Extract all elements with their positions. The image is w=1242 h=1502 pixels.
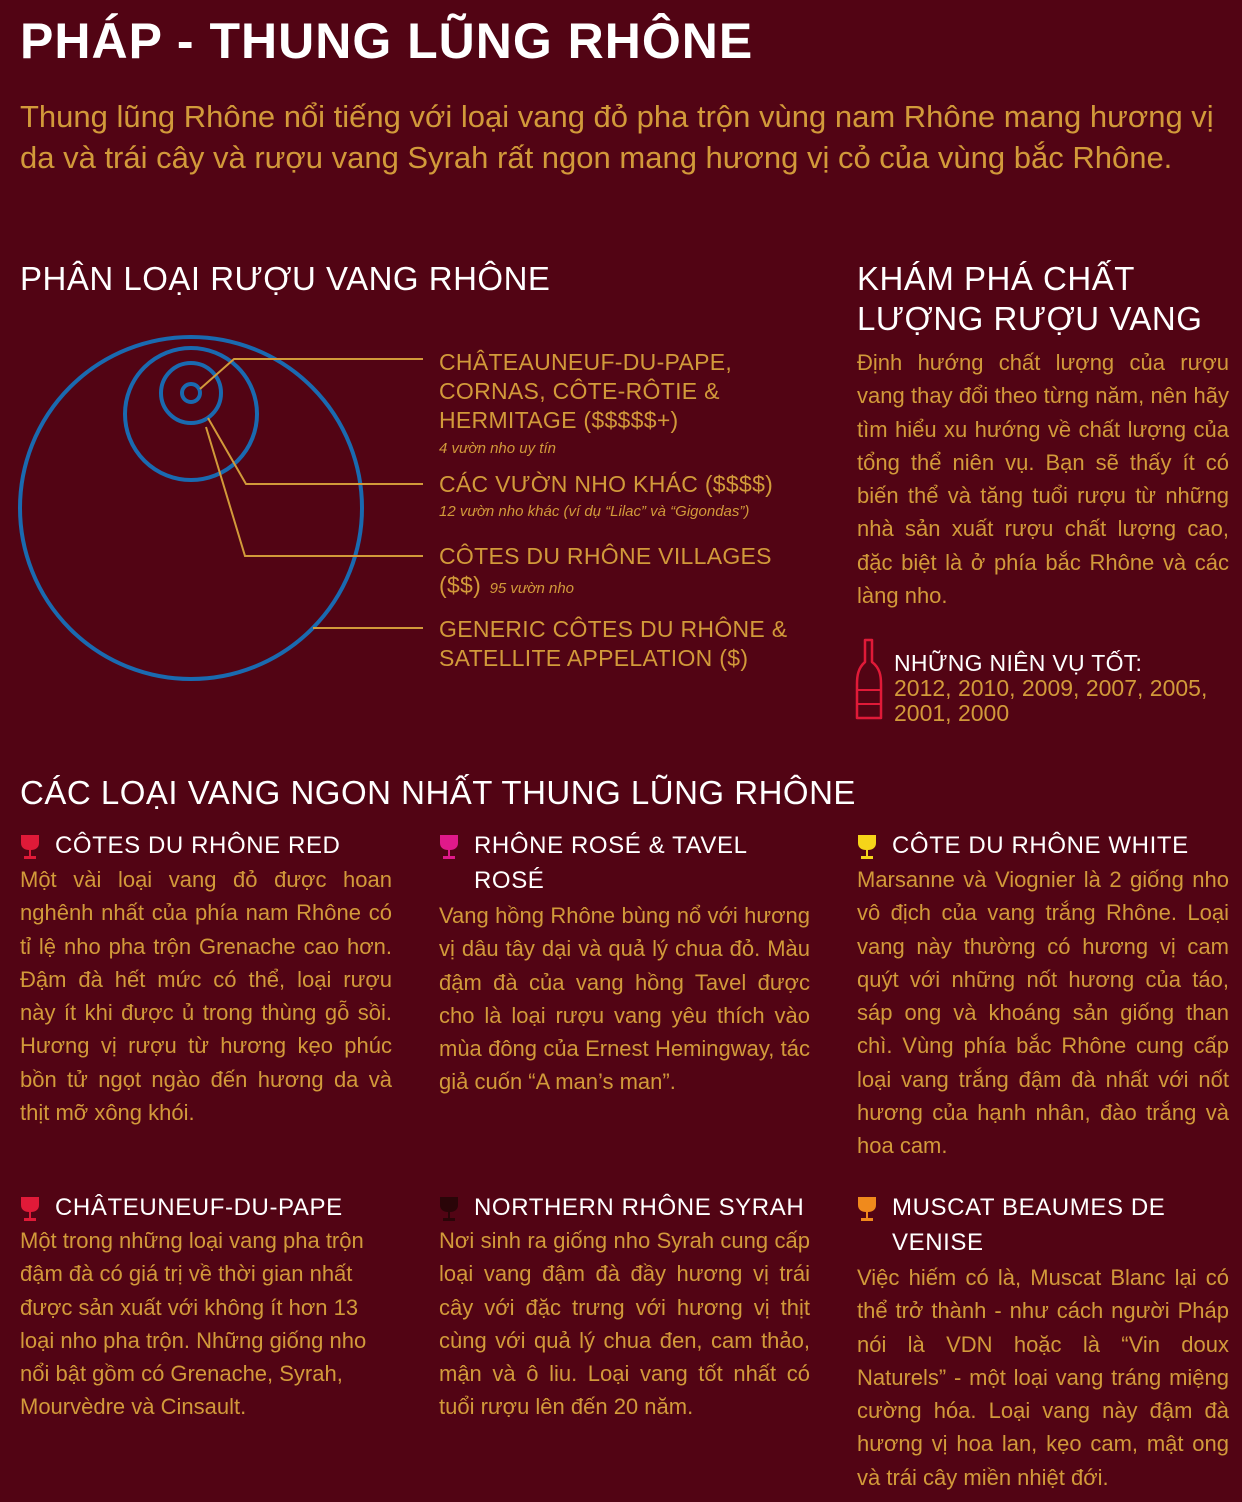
wine-body-muscat-beaumes-de-venise: Việc hiếm có là, Muscat Blanc lại có thể trở thành - như cách người Pháp nói là VDN hoặc là “Vin doux Naturels” - một loại vang tráng miệng cường hóa. Loại vang này đậm đà hương vị hoa lan, kẹo cam, mật ong và trái cây miền nhiệt đới. [857, 1265, 1229, 1490]
page-title: PHÁP - THUNG LŨNG RHÔNE [20, 13, 754, 69]
wine-body-chateauneuf-du-pape: Một trong những loại vang pha trộn đậm đà có giá trị về thời gian nhất được sản xuất với không ít hơn 13 loại nho pha trộn. Những giống nho nổi bật gồm có Grenache, Syrah, Mourvèdre và Cinsault. [20, 1228, 367, 1420]
tier-circle-villages [125, 348, 257, 480]
tier-4-label: GENERIC CÔTES DU RHÔNE & SATELLITE APPELATION ($) [439, 616, 788, 671]
tier-3-note: 95 vườn nho [489, 580, 575, 597]
wine-title-rhone-rose: RHÔNE ROSÉ & TAVEL ROSÉ [474, 832, 747, 894]
tier-circle-generic [20, 337, 362, 679]
wine-title-chateauneuf-du-pape: CHÂTEUNEUF-DU-PAPE [55, 1194, 343, 1221]
wine-body-rhone-rose: Vang hồng Rhône bùng nổ với hương vị dâu tây dại và quả lý chua đỏ. Màu đậm đà của vang hồng Tavel được cho là loại rượu vang yêu thích vào mùa đông của Ernest Hemingway, tác giả cuốn “A man’s man”. [439, 903, 810, 1095]
tier-2-note: 12 vườn nho khác (ví dụ “Lilac” và “Gigondas”) [439, 503, 750, 520]
wine-title-muscat-beaumes-de-venise: MUSCAT BEAUMES DE VENISE [892, 1194, 1166, 1256]
orange-wine-glass-icon [856, 1196, 878, 1222]
wine-bottle-icon [855, 638, 883, 722]
red-wine-glass-icon [19, 1196, 41, 1222]
quality-body: Định hướng chất lượng của rượu vang thay đổi theo từng năm, nên hãy tìm hiểu xu hướng về chất lượng của tổng thể niên vụ. Bạn sẽ thấy ít có biến thể và tăng tuổi rượu từ những nhà sản xuất rượu chất lượng cao, đặc biệt là ở phía bắc Rhône và các làng nho. [857, 350, 1229, 609]
wine-body-northern-rhone-syrah: Nơi sinh ra giống nho Syrah cung cấp loại vang đậm đà đầy hương vị trái cây với đặc trưng với hương vị thịt cùng với quả lý chua đen, cam thảo, mận và ô liu. Loại vang tốt nhất có tuổi rượu lên đến 20 năm. [439, 1228, 810, 1420]
rose-wine-glass-icon [438, 834, 460, 860]
tier-circle-top-crus [182, 384, 200, 402]
tier-line-3 [206, 427, 423, 556]
wine-body-cotes-du-rhone-red: Một vài loại vang đỏ được hoan nghênh nhất của phía nam Rhône có tỉ lệ nho pha trộn Grenache cao hơn. Đậm đà hết mức có thể, loại rượu này ít khi được ủ trong thùng gỗ sồi. Hương vị rượu từ hương kẹo phúc bồn tử ngọt ngào đến hương da và thịt mỡ xông khói. [20, 867, 392, 1126]
tier-3-label: CÔTES DU RHÔNE VILLAGES ($$) [439, 543, 772, 598]
wine-title-cotes-du-rhone-red: CÔTES DU RHÔNE RED [55, 832, 341, 859]
tier-1-note: 4 vườn nho uy tín [439, 440, 556, 457]
vintage-heading: NHỮNG NIÊN VỤ TỐT: [894, 650, 1143, 676]
tier-2-label: CÁC VƯỜN NHO KHÁC ($$$$) [439, 471, 774, 497]
classification-heading: PHÂN LOẠI RƯỢU VANG RHÔNE [20, 260, 551, 297]
quality-heading: KHÁM PHÁ CHẤT LƯỢNG RƯỢU VANG [857, 260, 1203, 337]
wine-title-cote-du-rhone-white: CÔTE DU RHÔNE WHITE [892, 832, 1189, 859]
intro-text: Thung lũng Rhône nổi tiếng với loại vang đỏ pha trộn vùng nam Rhône mang hương vị da và trái cây và rượu vang Syrah rất ngon mang hương vị cỏ của vùng bắc Rhône. [20, 99, 1214, 175]
wine-title-northern-rhone-syrah: NORTHERN RHÔNE SYRAH [474, 1194, 805, 1221]
vintage-years: 2012, 2010, 2009, 2007, 2005, 2001, 2000 [894, 675, 1208, 726]
tier-1-label: CHÂTEAUNEUF-DU-PAPE, CORNAS, CÔTE-RÔTIE & HERMITAGE ($$$$$+) [439, 349, 733, 433]
tier-3-block [439, 542, 819, 600]
white-wine-glass-icon [856, 834, 878, 860]
wine-body-cote-du-rhone-white: Marsanne và Viognier là 2 giống nho vô địch của vang trắng Rhône. Loại vang này thường có hương vị cam quýt với những nốt hương của táo, sáp ong và khoáng sản giống than chì. Vùng phía bắc Rhône cung cấp loại vang trắng đậm đà nhất với nốt hương của hạnh nhân, đào trắng và hoa cam. [857, 867, 1229, 1159]
tier-circle-other-crus [161, 363, 221, 423]
red-wine-glass-icon [19, 834, 41, 860]
tier-circles-diagram [0, 0, 430, 830]
dark-wine-glass-icon [438, 1196, 460, 1222]
tier-line-2 [208, 418, 423, 484]
best-wines-heading: CÁC LOẠI VANG NGON NHẤT THUNG LŨNG RHÔNE [20, 774, 856, 811]
